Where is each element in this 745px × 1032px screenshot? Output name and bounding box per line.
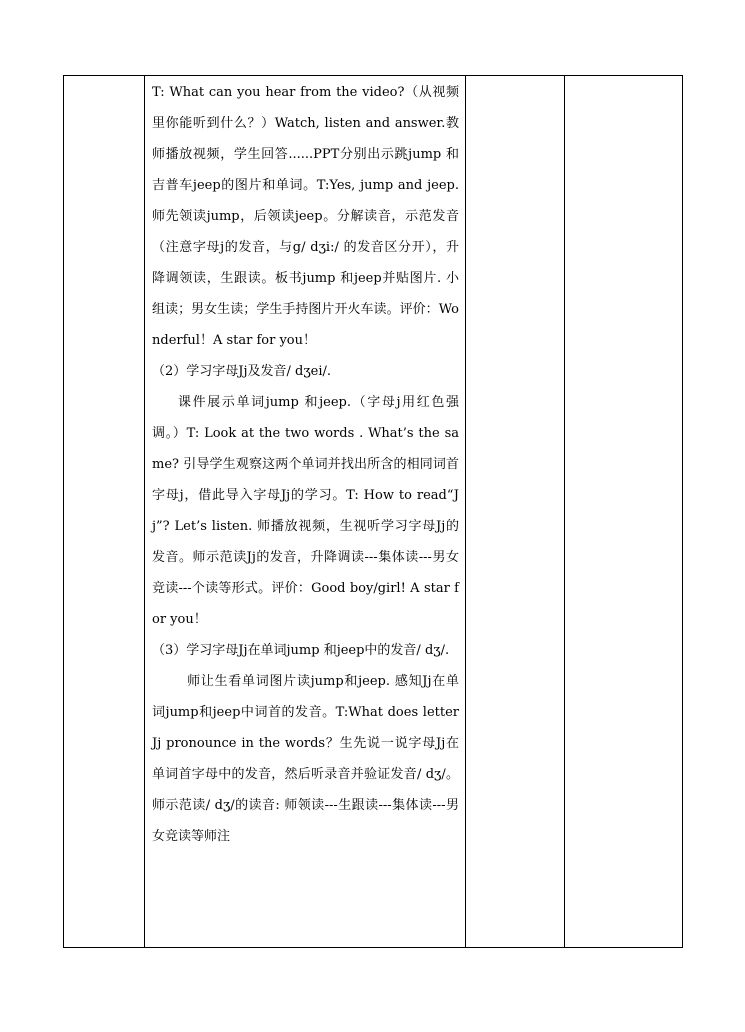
table-cell-stage xyxy=(64,76,145,947)
table-cell-design-intent xyxy=(565,76,682,947)
paragraph-jj-pronunciation-activity: 师让生看单词图片读jump和jeep. 感知Jj在单词jump和jeep中词首的发音。T:What does letter Jj pronounce in the words？生先说一说字母Jj在单词首字母中的发音，然后听录音并验证发音/ dʒ/。师示范读/ dʒ/的读音: 师领读---生跟读---集体读---男女竞读等师注 xyxy=(152,674,459,844)
table-cell-teaching-process xyxy=(145,76,466,947)
teaching-process-text xyxy=(145,76,465,852)
paragraph-heading-jj-in-words: （3）学习字母Jj在单词jump 和jeep中的发音/ dʒ/. xyxy=(152,643,450,658)
lesson-plan-table xyxy=(63,75,683,948)
paragraph-video-intro: T: What can you hear from the video?（从视频里你能听到什么？）Watch, listen and answer.教师播放视频，学生回答......PPT分别出示跳jump 和吉普车jeep的图片和单词。T:Yes, jump and jeep. 师先领读jump，后领读jeep。分解读音，示范发音（注意字母j的发音，与g/ dʒi:/ 的发音区分开），升降调领读，生跟读。板书jump 和jeep并贴图片. 小组读；男女生读；学生手持图片开火车读。评价：Wonderful！A star for you！ xyxy=(152,85,459,348)
table-cell-student-activity xyxy=(466,76,565,947)
paragraph-letter-jj-activity: 课件展示单词jump 和jeep.（字母j用红色强调。）T: Look at the two words . What’s the same? 引导学生观察这两个单词并找出所含的相同词首字母j，借此导入字母Jj的学习。T: How to read“Jj”? Let’s listen. 师播放视频，生视听学习字母Jj的发音。师示范读Jj的发音，升降调读---集体读---男女竞读---个读等形式。评价：Good boy/girl! A star for you！ xyxy=(152,395,459,627)
paragraph-heading-letter-jj: （2）学习字母Jj及发音/ dʒei/. xyxy=(152,364,332,379)
